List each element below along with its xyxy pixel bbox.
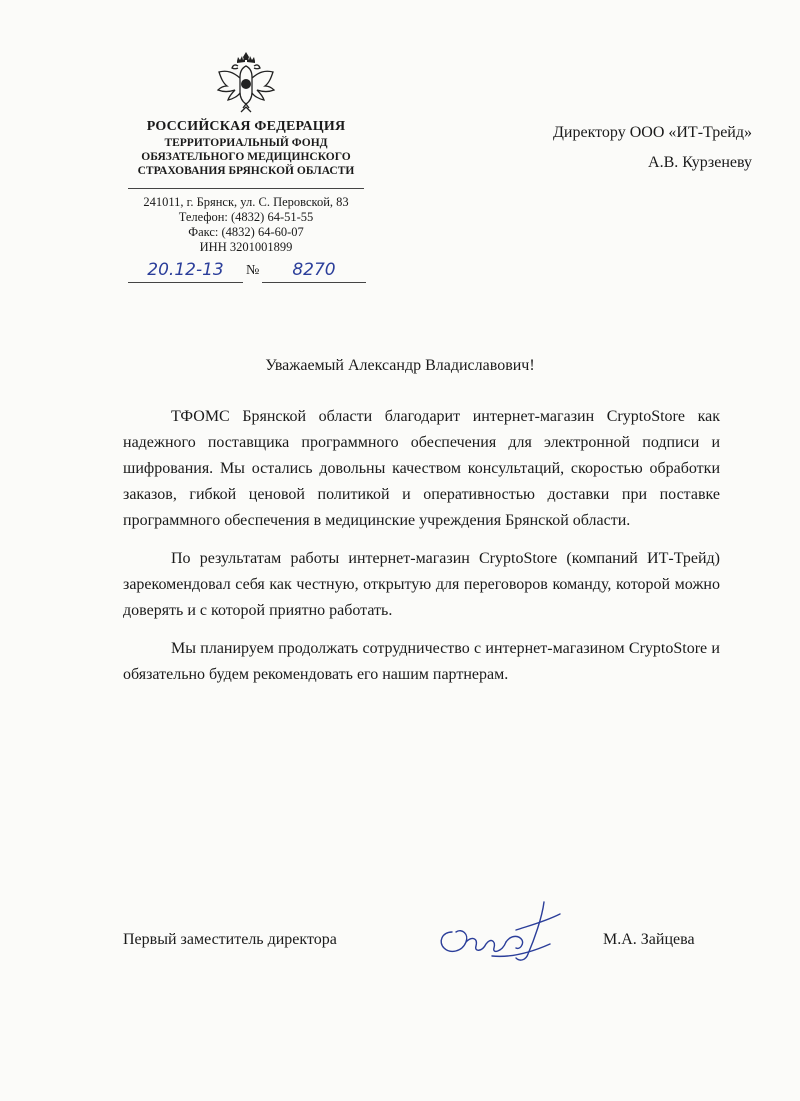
number-label: №	[246, 263, 260, 278]
org-inn: ИНН 3201001899	[199, 240, 293, 254]
letter-number: 8270	[262, 258, 366, 283]
signatory-title: Первый заместитель директора	[123, 931, 337, 948]
org-phone: Телефон: (4832) 64-51-55	[178, 210, 314, 224]
org-name-line: ОБЯЗАТЕЛЬНОГО МЕДИЦИНСКОГО	[141, 151, 351, 163]
addressee-block	[470, 118, 752, 178]
org-name-line: СТРАХОВАНИЯ БРЯНСКОЙ ОБЛАСТИ	[137, 165, 355, 177]
addressee-position: Директору ООО «ИТ-Трейд»	[553, 124, 752, 141]
salutation: Уважаемый Александр Владиславович!	[265, 357, 535, 374]
country-name: РОССИЙСКАЯ ФЕДЕРАЦИЯ	[146, 119, 346, 134]
letterhead-divider	[128, 188, 364, 189]
signatory-name: М.А. Зайцева	[603, 931, 695, 948]
russian-double-headed-eagle-icon	[213, 52, 279, 114]
org-fax: Факс: (4832) 64-60-07	[188, 225, 304, 239]
letter-date: 20.12-13	[128, 258, 243, 283]
body-paragraph: Мы планируем продолжать сотрудничество с интернет-магазином CryptoStore и обязательно будем рекомендовать его нашим партнерам.	[123, 640, 720, 683]
org-address: 241011, г. Брянск, ул. С. Перовской, 83	[143, 195, 349, 209]
letter-body	[123, 404, 720, 700]
letterhead	[128, 118, 364, 255]
org-name-line: ТЕРРИТОРИАЛЬНЫЙ ФОНД	[164, 137, 328, 149]
body-paragraph: По результатам работы интернет-магазин CryptoStore (компаний ИТ-Трейд) зарекомендовал себя как честную, открытую для переговоров команду, которой можно доверять и с которой приятно работать.	[123, 550, 720, 619]
handwritten-signature	[432, 896, 580, 968]
addressee-name: А.В. Курзеневу	[648, 154, 752, 171]
body-paragraph: ТФОМС Брянской области благодарит интернет-магазин CryptoStore как надежного поставщика программного обеспечения для электронной подписи и шифрования. Мы остались довольны качеством консультаций, скоростью обработки заказов, гибкой ценовой политикой и оперативностью доставки при поставке программного обеспечения в медицинские учреждения Брянской области.	[123, 408, 720, 529]
outgoing-reference	[128, 258, 368, 286]
